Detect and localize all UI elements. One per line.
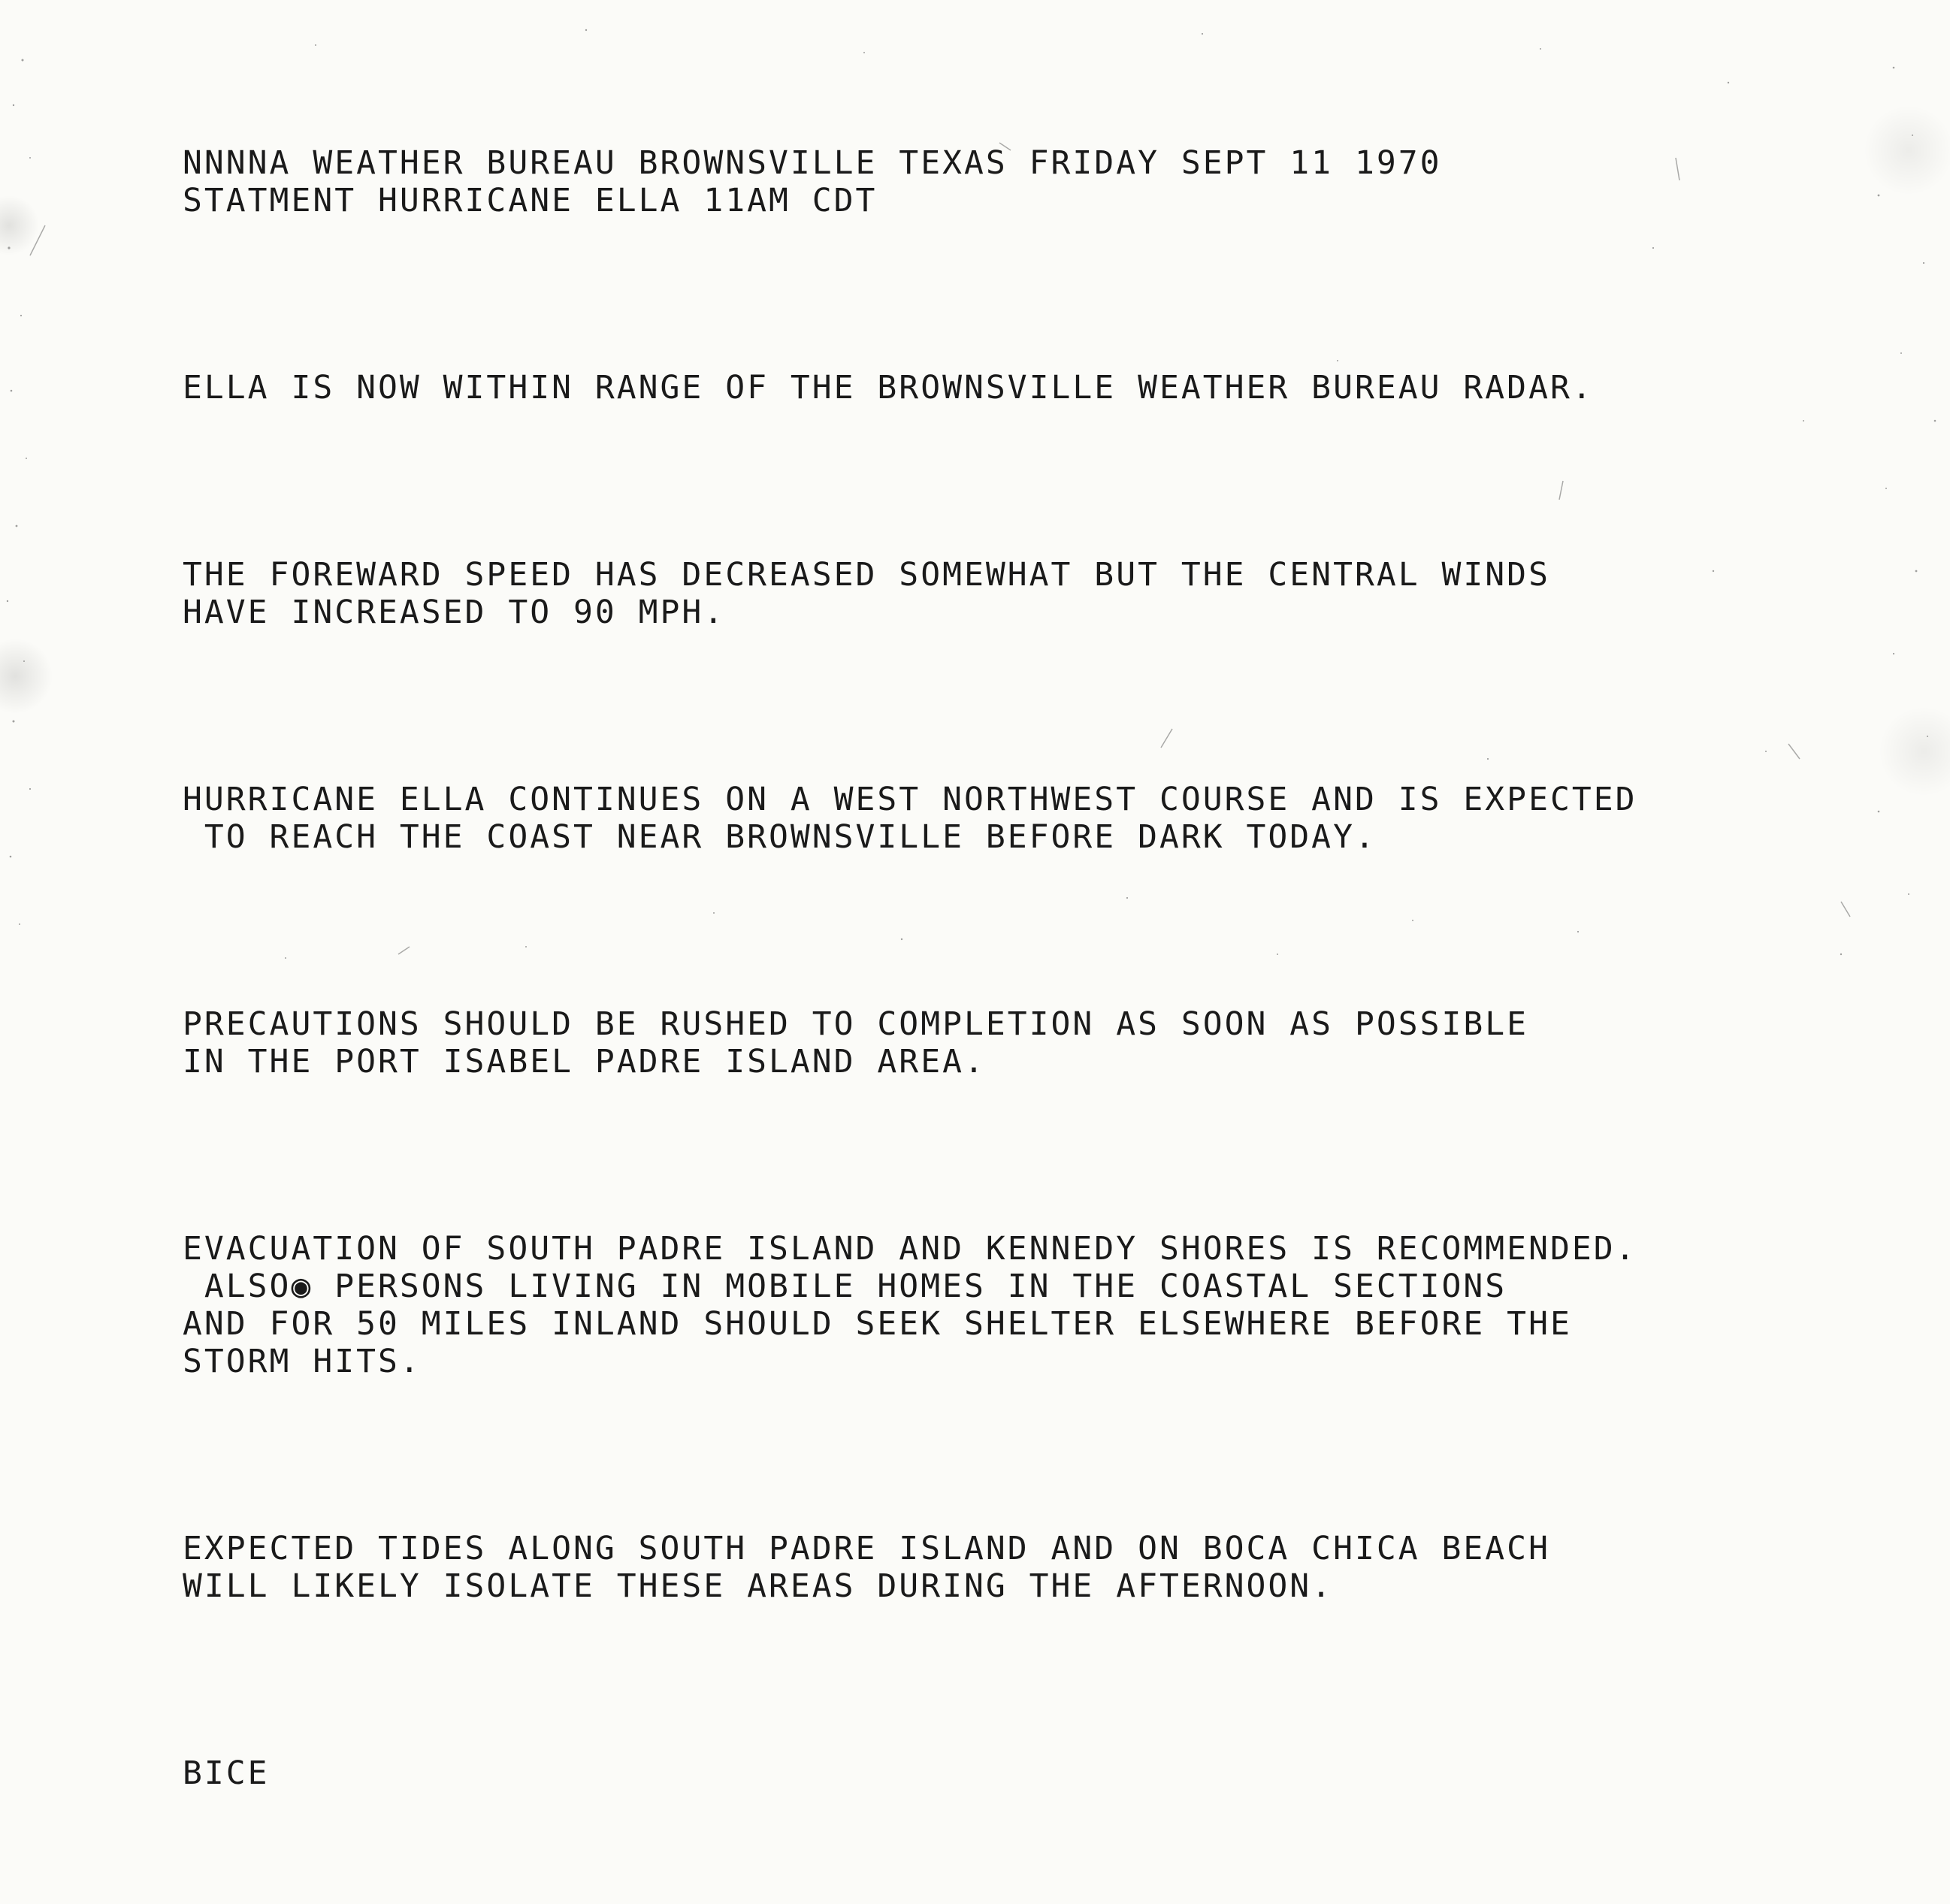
header-line: NNNNA WEATHER BUREAU BROWNSVILLE TEXAS FRIDAY SEPT 11 1970	[183, 144, 1442, 182]
weather-bulletin	[183, 69, 1761, 1904]
paragraph-line: WILL LIKELY ISOLATE THESE AREAS DURING THE AFTERNOON.	[183, 1567, 1334, 1605]
paragraph-line: TO REACH THE COAST NEAR BROWNSVILLE BEFORE DARK TODAY.	[183, 818, 1377, 856]
paragraph-line: HURRICANE ELLA CONTINUES ON A WEST NORTHWEST COURSE AND IS EXPECTED	[183, 781, 1637, 818]
paragraph-line: EXPECTED TIDES ALONG SOUTH PADRE ISLAND AND ON BOCA CHICA BEACH	[183, 1530, 1550, 1567]
paragraph-line: AND FOR 50 MILES INLAND SHOULD SEEK SHELTER ELSEWHERE BEFORE THE	[183, 1305, 1572, 1343]
paragraph-line: THE FOREWARD SPEED HAS DECREASED SOMEWHAT BUT THE CENTRAL WINDS	[183, 556, 1550, 594]
bulletin-paragraph	[183, 1530, 1761, 1605]
header-line: STATMENT HURRICANE ELLA 11AM CDT	[183, 182, 878, 219]
paragraph-line: STORM HITS.	[183, 1343, 422, 1380]
bulletin-header	[183, 144, 1761, 219]
paragraph-line: PRECAUTIONS SHOULD BE RUSHED TO COMPLETION AS SOON AS POSSIBLE	[183, 1005, 1529, 1043]
paragraph-line: HAVE INCREASED TO 90 MPH.	[183, 594, 726, 631]
bulletin-signature	[183, 1754, 1761, 1792]
paragraph-line: IN THE PORT ISABEL PADRE ISLAND AREA.	[183, 1043, 986, 1080]
bulletin-paragraph	[183, 556, 1761, 631]
signature-line: BICE	[183, 1754, 270, 1792]
bulletin-paragraph	[183, 369, 1761, 406]
paragraph-line: ALSO◉ PERSONS LIVING IN MOBILE HOMES IN THE COASTAL SECTIONS	[183, 1268, 1507, 1305]
bulletin-paragraph	[183, 1230, 1761, 1380]
bulletin-paragraph	[183, 1005, 1761, 1080]
paragraph-line: ELLA IS NOW WITHIN RANGE OF THE BROWNSVILLE WEATHER BUREAU RADAR.	[183, 369, 1594, 406]
bulletin-paragraph	[183, 781, 1761, 856]
paragraph-line: EVACUATION OF SOUTH PADRE ISLAND AND KENNEDY SHORES IS RECOMMENDED.	[183, 1230, 1637, 1268]
